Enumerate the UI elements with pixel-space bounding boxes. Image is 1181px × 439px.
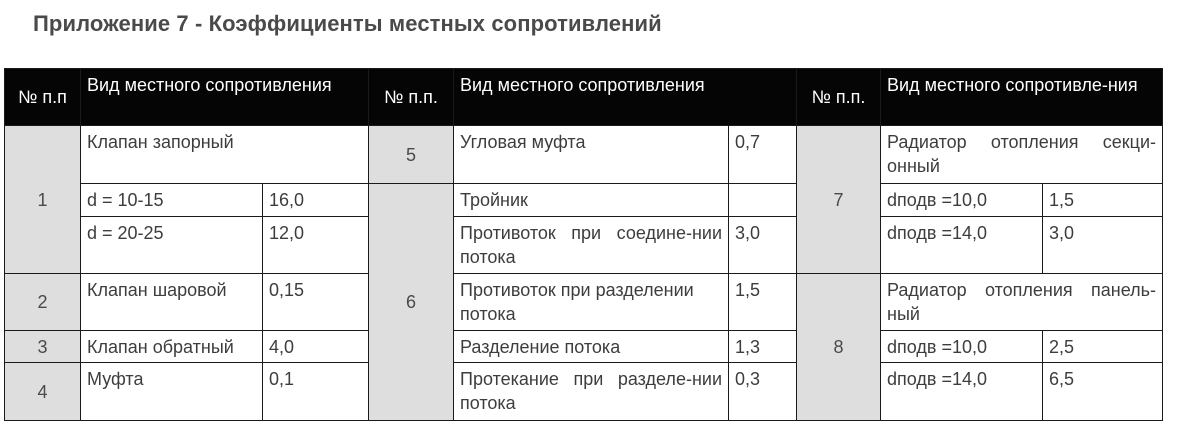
item-value-6b: 3,0 [729, 217, 797, 274]
header-type-1: Вид местного сопротивления [81, 69, 369, 126]
item-subname-8a: dподв =10,0 [881, 331, 1043, 363]
item-value-8b: 6,5 [1043, 363, 1163, 421]
item-value-6e: 0,3 [729, 363, 797, 421]
item-subname-7b: dподв =14,0 [881, 217, 1043, 274]
table-header-row [5, 69, 1163, 126]
table-row [5, 363, 1163, 421]
item-value-7a: 1,5 [1043, 184, 1163, 217]
item-value-5: 0,7 [729, 126, 797, 184]
row-number-4: 4 [5, 363, 81, 421]
header-number-3: № п.п. [797, 69, 881, 126]
row-number-1: 1 [5, 126, 81, 274]
item-name-7: Радиатор отопления секци-онный [881, 126, 1163, 184]
row-number-7: 7 [797, 126, 881, 274]
item-name-8: Радиатор отопления панель-ный [881, 274, 1163, 331]
header-type-2: Вид местного сопротивления [454, 69, 797, 126]
item-subname-7a: dподв =10,0 [881, 184, 1043, 217]
header-type-3: Вид местного сопротивле-ния [881, 69, 1163, 126]
page-title: Приложение 7 - Коэффициенты местных сопротивлений [33, 11, 662, 36]
table-row [5, 217, 1163, 274]
item-value-1a: 16,0 [263, 184, 369, 217]
item-subname-6c: Противоток при разделении потока [454, 274, 729, 331]
item-value-6a [729, 184, 797, 217]
item-subname-1b: d = 20-25 [81, 217, 263, 274]
item-subname-8b: dподв =14,0 [881, 363, 1043, 421]
item-subname-6a: Тройник [454, 184, 729, 217]
table-row [5, 331, 1163, 363]
item-name-4: Муфта [81, 363, 263, 421]
item-name-2: Клапан шаровой [81, 274, 263, 331]
item-value-6d: 1,3 [729, 331, 797, 363]
item-value-4: 0,1 [263, 363, 369, 421]
coefficients-table [4, 68, 1163, 421]
item-value-1b: 12,0 [263, 217, 369, 274]
item-subname-6e: Протекание при разделе-нии потока [454, 363, 729, 421]
item-value-7b: 3,0 [1043, 217, 1163, 274]
item-name-1: Клапан запорный [81, 126, 369, 184]
item-value-3: 4,0 [263, 331, 369, 363]
table-row [5, 126, 1163, 184]
row-number-5: 5 [369, 126, 454, 184]
header-number-2: № п.п. [369, 69, 454, 126]
row-number-8: 8 [797, 274, 881, 421]
item-subname-6b: Противоток при соедине-нии потока [454, 217, 729, 274]
row-number-3: 3 [5, 331, 81, 363]
item-subname-6d: Разделение потока [454, 331, 729, 363]
row-number-6: 6 [369, 184, 454, 421]
item-value-8a: 2,5 [1043, 331, 1163, 363]
item-name-3: Клапан обратный [81, 331, 263, 363]
row-number-2: 2 [5, 274, 81, 331]
table-row [5, 274, 1163, 331]
header-number-1: № п.п [5, 69, 81, 126]
item-subname-1a: d = 10-15 [81, 184, 263, 217]
item-name-5: Угловая муфта [454, 126, 729, 184]
item-value-2: 0,15 [263, 274, 369, 331]
table-row [5, 184, 1163, 217]
item-value-6c: 1,5 [729, 274, 797, 331]
